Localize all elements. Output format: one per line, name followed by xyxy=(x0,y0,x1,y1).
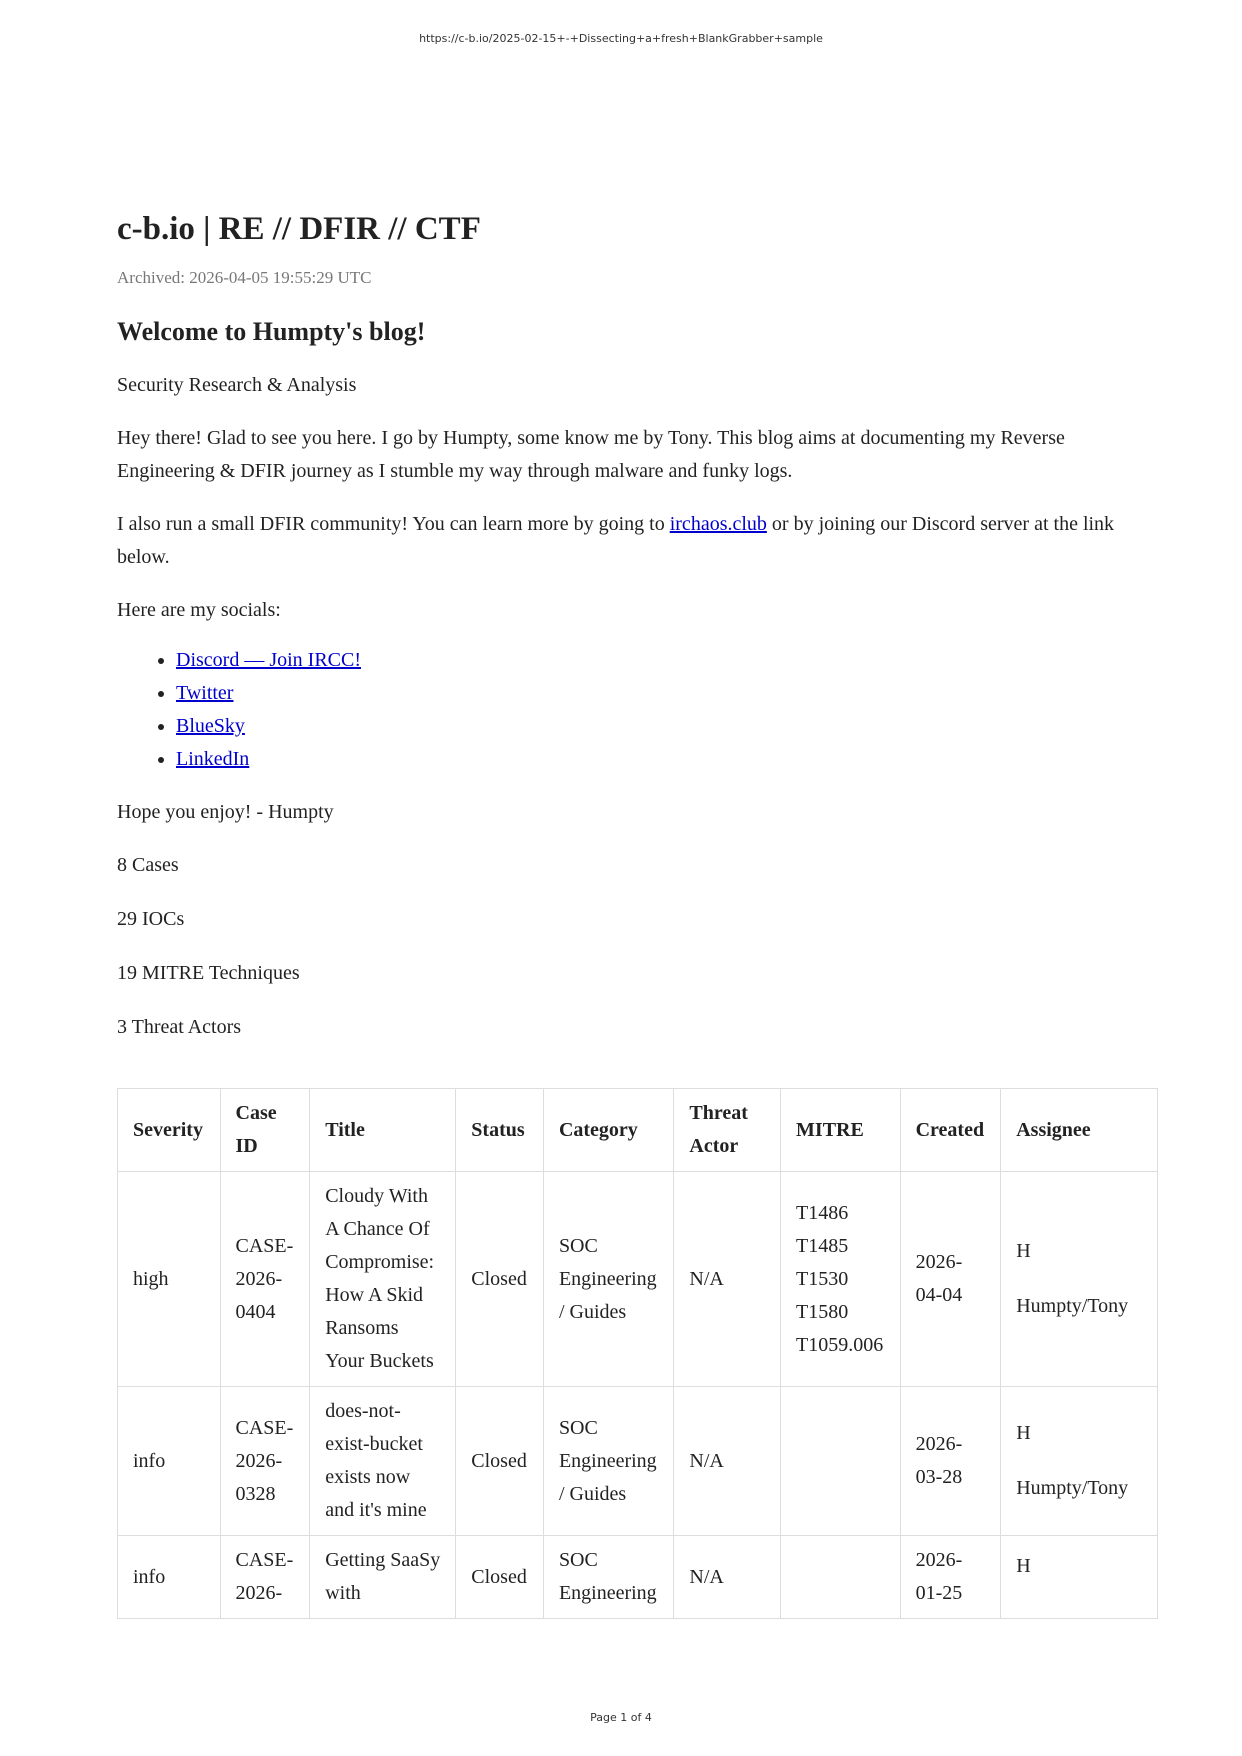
twitter-link[interactable]: Twitter xyxy=(176,682,234,704)
cases-table xyxy=(117,1088,1158,1619)
table-row[interactable] xyxy=(118,1387,1158,1536)
cell-case-id: CASE-2026-0328 xyxy=(220,1387,310,1536)
site-title: c-b.io | RE // DFIR // CTF xyxy=(117,211,481,247)
mitre-technique: T1485 xyxy=(796,1234,849,1257)
list-item xyxy=(176,644,1157,677)
table-row[interactable] xyxy=(118,1536,1158,1619)
list-item xyxy=(176,743,1157,776)
subtitle: Security Research & Analysis xyxy=(117,374,357,396)
community-paragraph xyxy=(117,508,1157,574)
header-category: Category xyxy=(543,1089,673,1172)
list-item xyxy=(176,677,1157,710)
header-case-id: Case ID xyxy=(220,1089,310,1172)
cases-table-container xyxy=(117,1088,1158,1643)
cell-threat-actor: N/A xyxy=(674,1387,781,1536)
header-severity: Severity xyxy=(118,1089,221,1172)
stat-iocs: 29 IOCs xyxy=(117,908,185,930)
avatar: H xyxy=(1016,1240,1031,1262)
cell-created: 2026-04-04 xyxy=(900,1172,1001,1387)
stat-threat-actors: 3 Threat Actors xyxy=(117,1016,242,1038)
cell-assignee xyxy=(1001,1387,1158,1536)
cell-mitre xyxy=(781,1172,901,1387)
community-text-before: I also run a small DFIR community! You can learn more by going to xyxy=(117,513,670,535)
header-created: Created xyxy=(900,1089,1001,1172)
main-content xyxy=(117,205,1157,1044)
header-assignee: Assignee xyxy=(1001,1089,1158,1172)
table-row[interactable] xyxy=(118,1172,1158,1387)
mitre-technique: T1530 xyxy=(796,1267,849,1290)
stat-mitre: 19 MITRE Techniques xyxy=(117,962,300,984)
stat-cases: 8 Cases xyxy=(117,854,179,876)
cell-threat-actor: N/A xyxy=(674,1536,781,1619)
welcome-heading: Welcome to Humpty's blog! xyxy=(117,317,426,346)
cell-status: Closed xyxy=(456,1536,544,1619)
cell-category: SOC Engineering xyxy=(543,1536,673,1619)
assignee-name: Humpty/Tony xyxy=(1016,1295,1129,1317)
irchaos-link[interactable]: irchaos.club xyxy=(669,513,767,535)
header-title: Title xyxy=(310,1089,456,1172)
cell-title: Getting SaaSy with xyxy=(310,1536,456,1619)
cell-severity: info xyxy=(118,1536,221,1619)
cell-category: SOC Engineering / Guides xyxy=(543,1172,673,1387)
socials-list xyxy=(117,644,1157,776)
header-status: Status xyxy=(456,1089,544,1172)
discord-link[interactable]: Discord — Join IRCC! xyxy=(176,649,361,671)
cell-mitre xyxy=(781,1387,901,1536)
archived-timestamp: Archived: 2026-04-05 19:55:29 UTC xyxy=(117,268,372,287)
intro-paragraph: Hey there! Glad to see you here. I go by Humpty, some know me by Tony. This blog aims at documenting my Reverse Engineering & DFIR journey as I stumble my way through malware and funky logs. xyxy=(117,427,1065,482)
list-item xyxy=(176,710,1157,743)
page-url-header: https://c-b.io/2025-02-15+-+Dissecting+a+fresh+BlankGrabber+sample xyxy=(419,32,823,45)
cell-severity: high xyxy=(118,1172,221,1387)
community-text-after: or by joining our Discord server at the link below. xyxy=(117,513,1115,568)
cell-created: 2026-03-28 xyxy=(900,1387,1001,1536)
cell-case-id: CASE-2026-0404 xyxy=(220,1172,310,1387)
cell-status: Closed xyxy=(456,1387,544,1536)
cell-mitre xyxy=(781,1536,901,1619)
cell-assignee xyxy=(1001,1536,1158,1619)
cell-title: does-not-exist-bucket exists now and it's mine xyxy=(310,1387,456,1536)
table-header-row xyxy=(118,1089,1158,1172)
cell-assignee xyxy=(1001,1172,1158,1387)
mitre-technique: T1059.006 xyxy=(796,1333,884,1356)
header-threat-actor: Threat Actor xyxy=(674,1089,781,1172)
socials-intro: Here are my socials: xyxy=(117,599,281,621)
cell-category: SOC Engineering / Guides xyxy=(543,1387,673,1536)
linkedin-link[interactable]: LinkedIn xyxy=(176,748,250,770)
cell-title: Cloudy With A Chance Of Compromise: How A Skid Ransoms Your Buckets xyxy=(310,1172,456,1387)
bluesky-link[interactable]: BlueSky xyxy=(176,715,245,737)
cell-case-id: CASE-2026- xyxy=(220,1536,310,1619)
avatar: H xyxy=(1016,1554,1031,1577)
mitre-technique: T1486 xyxy=(796,1201,849,1224)
assignee-name: Humpty/Tony xyxy=(1016,1477,1129,1499)
header-mitre: MITRE xyxy=(781,1089,901,1172)
cell-created: 2026-01-25 xyxy=(900,1536,1001,1619)
mitre-technique: T1580 xyxy=(796,1300,849,1323)
cell-severity: info xyxy=(118,1387,221,1536)
page-footer: Page 1 of 4 xyxy=(590,1711,652,1724)
signoff: Hope you enjoy! - Humpty xyxy=(117,801,334,823)
cell-threat-actor: N/A xyxy=(674,1172,781,1387)
cell-status: Closed xyxy=(456,1172,544,1387)
avatar: H xyxy=(1016,1422,1031,1444)
